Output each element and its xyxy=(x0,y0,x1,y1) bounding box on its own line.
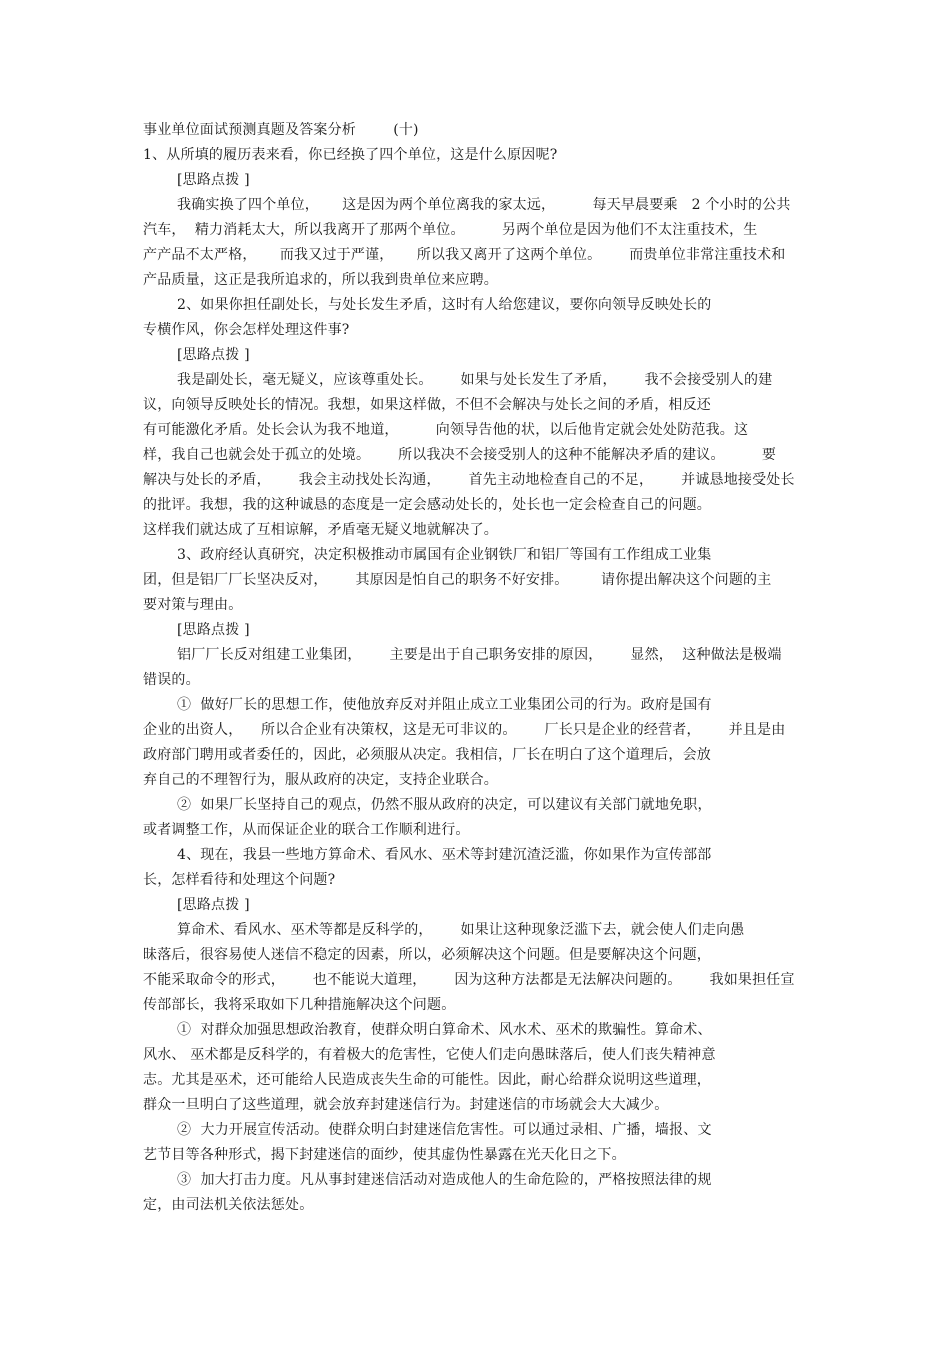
paragraph-line: 产产品不太严格， 而我又过于严谨， 所以我又离开了这两个单位。 而贵单位非常注重技术和 xyxy=(143,247,786,263)
paragraph-line: 这样我们就达成了互相谅解，矛盾毫无疑义地就解决了。 xyxy=(143,522,498,538)
paragraph-line: 艺节目等各种形式，揭下封建迷信的面纱，使其虚伪性暴露在光天化日之下。 xyxy=(143,1147,626,1163)
question-2-cont: 专横作风，你会怎样处理这件事? xyxy=(143,322,350,338)
paragraph-line: 样，我自己也就会处于孤立的处境。 所以我决不会接受别人的这种不能解决矛盾的建议。 要 xyxy=(143,447,777,463)
question-3-cont: 要对策与理由。 xyxy=(143,597,243,613)
list-item-line: ① 对群众加强思想政治教育，使群众明白算命术、风水术、巫术的欺骗性。算命术、 xyxy=(177,1022,712,1038)
list-item-line: ① 做好厂长的思想工作，使他放弃反对并阻止成立工业集团公司的行为。政府是国有 xyxy=(177,697,712,713)
paragraph-line: 错误的。 xyxy=(143,672,200,688)
paragraph-line: 政府部门聘用或者委任的，因此，必须服从决定。我相信，厂长在明白了这个道理后，会放 xyxy=(143,747,711,763)
paragraph-line: 弃自己的不理智行为，服从政府的决定，支持企业联合。 xyxy=(143,772,498,788)
paragraph-line: 传部部长，我将采取如下几种措施解决这个问题。 xyxy=(143,997,456,1013)
paragraph-line: 铝厂厂长反对组建工业集团， 主要是出于自己职务安排的原因， 显然， 这种做法是极端 xyxy=(177,647,782,663)
question-3-cont: 团，但是铝厂厂长坚决反对， 其原因是怕自己的职务不好安排。 请你提出解决这个问题的主 xyxy=(143,572,772,588)
paragraph-line: 昧落后，很容易使人迷信不稳定的因素，所以，必须解决这个问题。但是要解决这个问题， xyxy=(143,947,711,963)
paragraph-line: 群众一旦明白了这些道理，就会放弃封建迷信行为。封建迷信的市场就会大大减少。 xyxy=(143,1097,669,1113)
paragraph-line: 议，向领导反映处长的情况。我想，如果这样做，不但不会解决与处长之间的矛盾，相反还 xyxy=(143,397,711,413)
document-title: 事业单位面试预测真题及答案分析 (十) xyxy=(143,122,419,138)
paragraph-line: 有可能激化矛盾。处长会认为我不地道， 向领导告他的状，以后他肯定就会处处防范我。这 xyxy=(143,422,749,438)
paragraph-line: 定，由司法机关依法惩处。 xyxy=(143,1197,314,1213)
paragraph-line: 汽车， 精力消耗太大，所以我离开了那两个单位。 另两个单位是因为他们不太注重技术，生 xyxy=(143,222,758,238)
question-2: 2、如果你担任副处长，与处长发生矛盾，这时有人给您建议，要你向领导反映处长的 xyxy=(177,297,712,313)
question-4: 4、现在，我县一些地方算命术、看风水、巫术等封建沉渣泛滥，你如果作为宣传部部 xyxy=(177,847,712,863)
paragraph-line: 我确实换了四个单位， 这是因为两个单位离我的家太远， 每天早晨要乘 2 个小时的公共 xyxy=(177,197,791,213)
paragraph-line: 的批评。我想，我的这种诚恳的态度是一定会感动处长的，处长也一定会检查自己的问题。 xyxy=(143,497,711,513)
paragraph-line: 或者调整工作，从而保证企业的联合工作顺利进行。 xyxy=(143,822,470,838)
question-1: 1、从所填的履历表来看，你已经换了四个单位，这是什么原因呢? xyxy=(143,147,558,163)
question-3: 3、政府经认真研究，决定积极推动市属国有企业钢铁厂和铝厂等国有工作组成工业集 xyxy=(177,547,712,563)
list-item-line: ② 如果厂长坚持自己的观点，仍然不服从政府的决定，可以建议有关部门就地免职， xyxy=(177,797,712,813)
paragraph-line: 算命术、看风水、巫术等都是反科学的， 如果让这种现象泛滥下去，就会使人们走向愚 xyxy=(177,922,745,938)
list-item-line: ② 大力开展宣传活动。使群众明白封建迷信危害性。可以通过录相、广播，墙报、文 xyxy=(177,1122,712,1138)
paragraph-line: 不能采取命令的形式， 也不能说大道理， 因为这种方法都是无法解决问题的。 我如果担任宣 xyxy=(143,972,795,988)
paragraph-line: 产品质量，这正是我所追求的，所以我到贵单位来应聘。 xyxy=(143,272,498,288)
question-4-cont: 长，怎样看待和处理这个问题? xyxy=(143,872,336,888)
paragraph-line: 解决与处长的矛盾， 我会主动找处长沟通， 首先主动地检查自己的不足， 并诚恳地接受处长 xyxy=(143,472,795,488)
paragraph-line: 风水、 巫术都是反科学的，有着极大的危害性，它使人们走向愚昧落后，使人们丧失精神意 xyxy=(143,1047,716,1063)
hint-label: [思路点拨 ] xyxy=(177,897,250,913)
paragraph-line: 我是副处长，毫无疑义，应该尊重处长。 如果与处长发生了矛盾， 我不会接受别人的建 xyxy=(177,372,773,388)
hint-label: [思路点拨 ] xyxy=(177,172,250,188)
hint-label: [思路点拨 ] xyxy=(177,347,250,363)
paragraph-line: 志。尤其是巫术，还可能给人民造成丧失生命的可能性。因此，耐心给群众说明这些道理， xyxy=(143,1072,711,1088)
list-item-line: ③ 加大打击力度。凡从事封建迷信活动对造成他人的生命危险的，严格按照法律的规 xyxy=(177,1172,712,1188)
paragraph-line: 企业的出资人， 所以合企业有决策权，这是无可非议的。 厂长只是企业的经营者， 并且是由 xyxy=(143,722,786,738)
hint-label: [思路点拨 ] xyxy=(177,622,250,638)
